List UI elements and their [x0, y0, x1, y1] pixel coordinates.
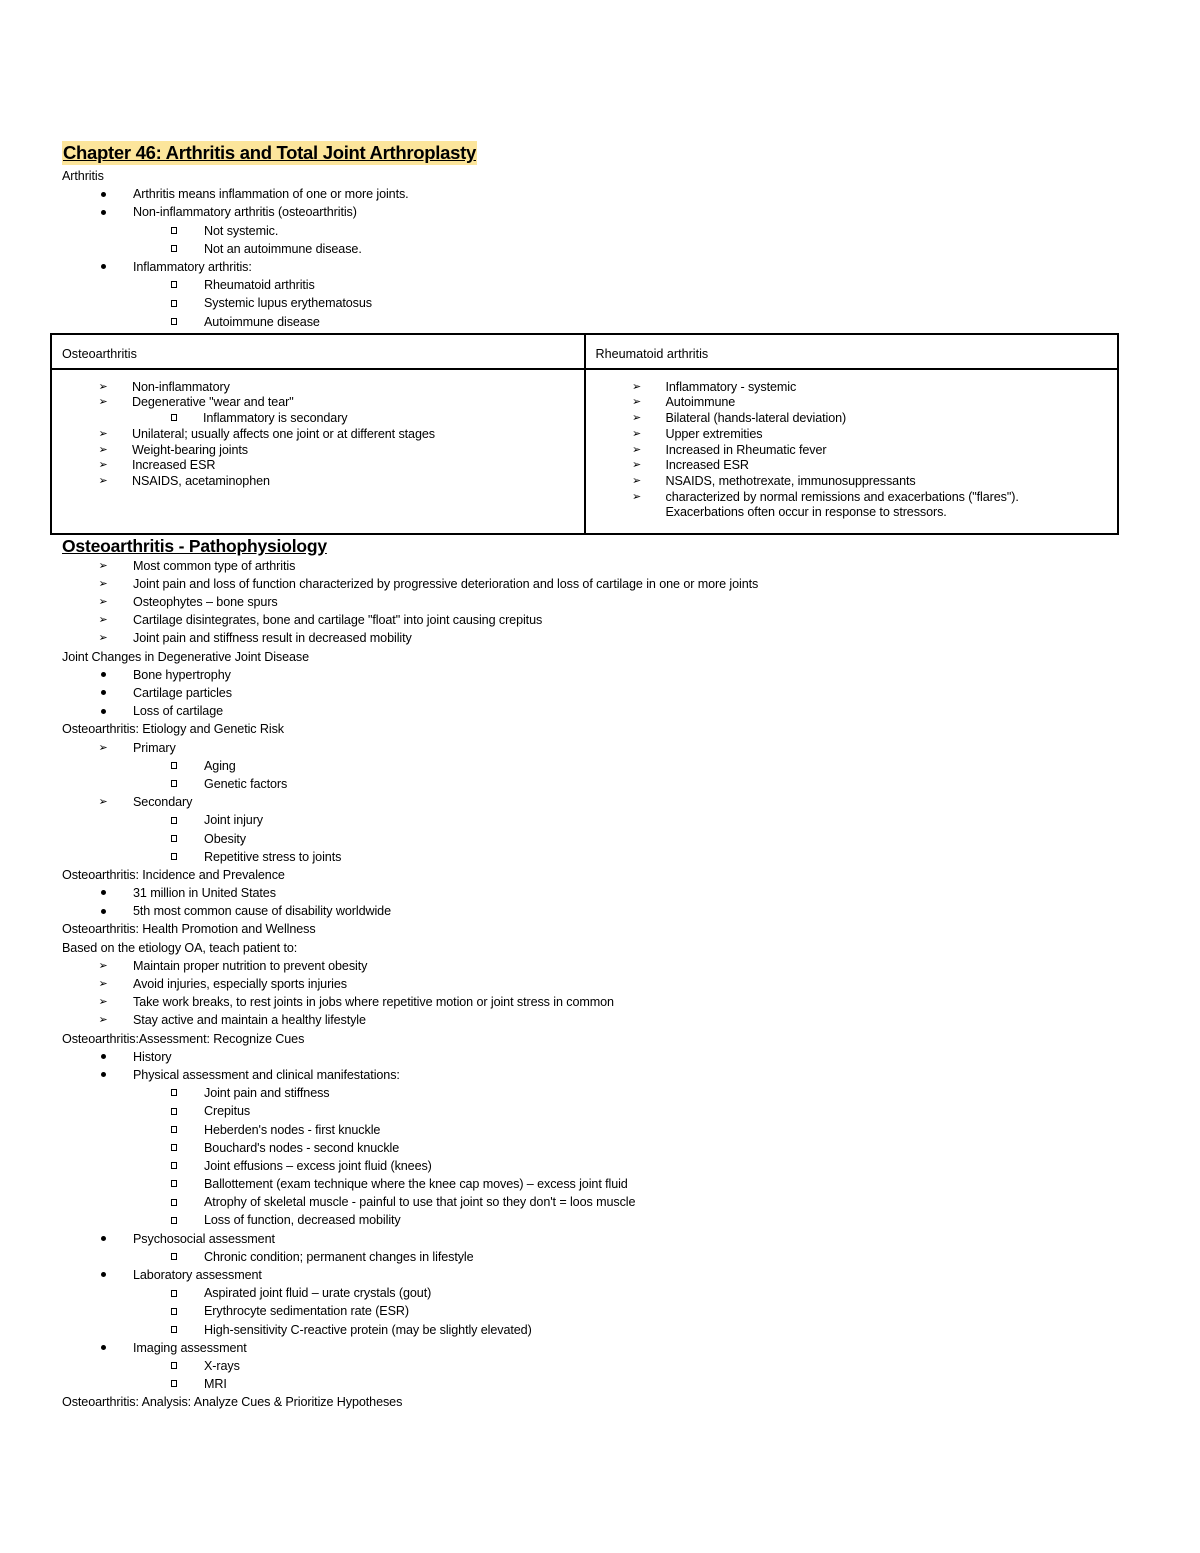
sub-list-item-text: Joint injury [204, 813, 263, 828]
sub-list-item [62, 811, 1142, 829]
list-item [62, 1066, 1142, 1084]
bullet-dot-icon [96, 185, 110, 203]
bullet-square-icon [167, 1175, 181, 1193]
bullet-arrow-icon: ➢ [631, 459, 642, 472]
bullet-arrow-icon: ➢ [631, 412, 642, 425]
etiology-section [62, 720, 1142, 866]
bullet-square-icon [167, 775, 181, 793]
bullet-arrow-icon: ➢ [98, 978, 108, 990]
bullet-square-icon [167, 313, 181, 331]
list-item [62, 557, 1142, 575]
sub-list-item [62, 294, 1142, 312]
bullet-arrow-icon: ➢ [98, 632, 108, 645]
section-subheading: Based on the etiology OA, teach patient to: [62, 940, 298, 955]
list-item [62, 902, 1142, 920]
sub-list-item [62, 1248, 1142, 1266]
bullet-square-icon [167, 1121, 181, 1139]
sub-list-item-text: Systemic lupus erythematosus [204, 296, 372, 311]
bullet-square-icon [167, 1375, 181, 1393]
list-item [62, 1048, 1142, 1066]
bullet-arrow-icon: ➢ [98, 459, 108, 472]
section-heading: Osteoarthritis: Health Promotion and Wellness [62, 922, 316, 937]
sub-list-item [62, 240, 1142, 258]
bullet-square-icon [167, 1302, 181, 1320]
bullet-square-icon [167, 1157, 181, 1175]
bullet-dot-icon [96, 684, 110, 702]
list-item [62, 593, 1142, 611]
sub-list-item-text: Heberden's nodes - first knuckle [204, 1122, 381, 1137]
bullet-square-icon [167, 411, 181, 427]
list-item-text: Cartilage particles [133, 686, 232, 700]
list-item-text: Secondary [133, 795, 193, 810]
sub-list-item [62, 830, 1142, 848]
osteoarthritis-list [52, 370, 584, 498]
sub-list-item-text: Rheumatoid arthritis [204, 278, 315, 293]
sub-list-item [62, 1193, 1142, 1211]
incidence-list [62, 884, 1142, 920]
sub-list-item [62, 222, 1142, 240]
section-heading: Osteoarthritis: Etiology and Genetic Risk [62, 722, 284, 737]
sub-list-item-text: Chronic condition; permanent changes in lifestyle [204, 1249, 474, 1264]
bullet-dot-icon [96, 1066, 110, 1084]
sub-list-item-text: Atrophy of skeletal muscle - painful to use that joint so they don't = loos muscle [204, 1195, 636, 1210]
bullet-square-icon [167, 830, 181, 848]
bullet-arrow-icon: ➢ [98, 443, 108, 456]
list-item [62, 203, 1142, 221]
bullet-dot-icon [96, 1339, 110, 1357]
bullet-dot-icon [96, 702, 110, 720]
list-item-text: Arthritis means inflammation of one or more joints. [133, 187, 409, 202]
sub-list-item [62, 313, 1142, 331]
bullet-square-icon [167, 222, 181, 240]
health-list [62, 957, 1142, 1030]
bullet-square-icon [167, 1193, 181, 1211]
bullet-square-icon [167, 848, 181, 866]
table-list-item-text: Degenerative "wear and tear" [132, 395, 294, 410]
table-list-item-text: Increased in Rheumatic fever [665, 442, 827, 457]
etiology-list [62, 739, 1142, 866]
table-sub-list-item-text: Inflammatory is secondary [203, 411, 348, 426]
table-list-item [586, 443, 1118, 459]
section-heading: Joint Changes in Degenerative Joint Disease [62, 649, 310, 664]
sub-list-item [62, 1211, 1142, 1229]
sub-list-item [62, 1157, 1142, 1175]
joint-changes-section [62, 648, 1142, 721]
sub-list-item-text: Crepitus [204, 1104, 251, 1119]
list-item-text: Primary [133, 740, 176, 755]
table-list-item [52, 380, 584, 396]
list-item [62, 957, 1142, 975]
sub-list-item [62, 1139, 1142, 1157]
bullet-square-icon [167, 1284, 181, 1302]
table-list-item-text: Inflammatory - systemic [665, 379, 797, 394]
list-item-text: Imaging assessment [133, 1340, 247, 1355]
table-list-item [586, 395, 1118, 411]
bullet-arrow-icon: ➢ [98, 380, 108, 393]
list-item [62, 684, 1142, 702]
table-header-osteoarthritis: Osteoarthritis [51, 334, 585, 369]
sub-list-item-text: X-rays [204, 1358, 240, 1373]
table-list-item [586, 458, 1118, 474]
patho-section [62, 536, 1142, 648]
list-item-text: Inflammatory arthritis: [133, 259, 252, 274]
bullet-arrow-icon: ➢ [98, 427, 108, 440]
section-heading: Osteoarthritis - Pathophysiology [62, 535, 327, 556]
bullet-dot-icon [96, 258, 110, 276]
sub-list-item-text: Ballottement (exam technique where the knee cap moves) – excess joint fluid [204, 1177, 628, 1192]
table-list-item-text: Increased ESR [665, 458, 749, 473]
sub-list-item-text: Obesity [204, 831, 246, 846]
section-heading: Osteoarthritis: Incidence and Prevalence [62, 867, 285, 882]
bullet-arrow-icon: ➢ [98, 396, 108, 409]
table-list-item [52, 427, 584, 443]
table-list-item-text: NSAIDS, methotrexate, immunosuppressants [665, 473, 916, 488]
assessment-section [62, 1030, 1142, 1394]
table-list-item-text: Increased ESR [132, 458, 216, 473]
bullet-square-icon [167, 1139, 181, 1157]
table-list-item-text: Autoimmune [665, 395, 736, 410]
sub-list-item [62, 1102, 1142, 1120]
list-item-text: Psychosocial assessment [133, 1231, 275, 1246]
table-list-item [52, 474, 584, 490]
table-list-item [586, 411, 1118, 427]
list-item [62, 258, 1142, 276]
intro-list [62, 185, 1142, 331]
bullet-arrow-icon: ➢ [98, 577, 108, 590]
list-item [62, 629, 1142, 647]
bullet-arrow-icon: ➢ [631, 443, 642, 456]
sub-list-item-text: Erythrocyte sedimentation rate (ESR) [204, 1304, 409, 1319]
table-list-item [52, 443, 584, 459]
sub-list-item [62, 1375, 1142, 1393]
bullet-arrow-icon: ➢ [98, 596, 108, 609]
bullet-dot-icon [96, 203, 110, 221]
bullet-square-icon [167, 811, 181, 829]
bullet-square-icon [167, 294, 181, 312]
sub-list-item [62, 1121, 1142, 1139]
table-list-item [586, 490, 1118, 506]
table-list-item [586, 380, 1118, 396]
sub-list-item [62, 757, 1142, 775]
bullet-dot-icon [96, 666, 110, 684]
bullet-square-icon [167, 1248, 181, 1266]
sub-list-item-text: Loss of function, decreased mobility [204, 1213, 401, 1228]
incidence-section [62, 866, 1142, 921]
bullet-arrow-icon: ➢ [98, 559, 108, 572]
bullet-arrow-icon: ➢ [98, 1014, 108, 1027]
sub-list-item [62, 276, 1142, 294]
analysis-heading: Osteoarthritis: Analysis: Analyze Cues & Prioritize Hypotheses [62, 1395, 403, 1410]
bullet-arrow-icon: ➢ [98, 474, 108, 487]
bullet-square-icon [167, 1357, 181, 1375]
table-list-item-text: Non-inflammatory [132, 379, 230, 394]
list-item [62, 1339, 1142, 1357]
sub-list-item-text: Bouchard's nodes - second knuckle [204, 1140, 400, 1155]
sub-list-item-text: Joint pain and stiffness [204, 1086, 330, 1101]
rheumatoid-cell [585, 369, 1119, 534]
comparison-table [50, 333, 1119, 535]
list-item [62, 611, 1142, 629]
list-item-text: 31 million in United States [133, 886, 276, 901]
osteoarthritis-cell [51, 369, 585, 534]
bullet-arrow-icon: ➢ [98, 996, 108, 1009]
list-item [62, 1230, 1142, 1248]
table-sub-list-item [52, 411, 584, 427]
list-item-text: Maintain proper nutrition to prevent obesity [133, 958, 368, 973]
bullet-arrow-icon: ➢ [631, 490, 642, 503]
joint-changes-list [62, 666, 1142, 721]
list-item-text: Loss of cartilage [133, 704, 224, 719]
sub-list-item-text: Not an autoimmune disease. [204, 241, 362, 256]
table-list-item [586, 427, 1118, 443]
table-list-item-text: Unilateral; usually affects one joint or at different stages [132, 426, 435, 441]
bullet-arrow-icon: ➢ [631, 380, 642, 393]
list-item [62, 975, 1142, 993]
sub-list-item [62, 1284, 1142, 1302]
list-item-text: Osteophytes – bone spurs [133, 595, 278, 610]
list-item-text: Laboratory assessment [133, 1268, 262, 1282]
list-item [62, 884, 1142, 902]
table-list-item-text: Weight-bearing joints [132, 442, 248, 457]
sub-list-item-text: Repetitive stress to joints [204, 849, 342, 864]
bullet-dot-icon [96, 884, 110, 902]
section-heading: Osteoarthritis:Assessment: Recognize Cues [62, 1031, 305, 1046]
bullet-arrow-icon: ➢ [98, 796, 108, 809]
sub-list-item [62, 1302, 1142, 1320]
bullet-dot-icon [96, 1266, 110, 1284]
list-item-text: Non-inflammatory arthritis (osteoarthritis) [133, 205, 357, 220]
table-header-rheumatoid: Rheumatoid arthritis [585, 334, 1119, 369]
list-item-text: History [133, 1049, 172, 1064]
sub-list-item [62, 1357, 1142, 1375]
bullet-arrow-icon: ➢ [98, 614, 108, 627]
sub-list-item [62, 1175, 1142, 1193]
sub-list-item-text: Genetic factors [204, 776, 288, 791]
sub-list-item [62, 1084, 1142, 1102]
patho-list [62, 557, 1142, 648]
sub-list-item-text: Aspirated joint fluid – urate crystals (gout) [204, 1286, 432, 1301]
bullet-square-icon [167, 757, 181, 775]
sub-list-item-text: MRI [204, 1377, 227, 1392]
sub-list-item [62, 775, 1142, 793]
table-list-item [52, 458, 584, 474]
table-list-item [52, 395, 584, 411]
rheumatoid-list [586, 370, 1118, 529]
bullet-square-icon [167, 240, 181, 258]
bullet-arrow-icon: ➢ [98, 741, 108, 754]
table-list-item-text: Bilateral (hands-lateral deviation) [665, 411, 847, 426]
list-item [62, 993, 1142, 1011]
list-item-text: Take work breaks, to rest joints in jobs where repetitive motion or joint stress in common [133, 995, 614, 1010]
intro-section [62, 167, 1142, 331]
list-item [62, 702, 1142, 720]
list-item [62, 185, 1142, 203]
table-list-item-text: characterized by normal remissions and exacerbations ("flares"). [665, 489, 1019, 504]
bullet-square-icon [167, 276, 181, 294]
bullet-square-icon [167, 1321, 181, 1339]
table-list-item-continuation: Exacerbations often occur in response to stressors. [665, 505, 947, 520]
bullet-arrow-icon: ➢ [631, 427, 642, 440]
sub-list-item [62, 1321, 1142, 1339]
list-item-text: Most common type of arthritis [133, 558, 296, 573]
section-heading: Arthritis [62, 169, 104, 183]
sub-list-item [62, 848, 1142, 866]
list-item-text: Avoid injuries, especially sports injuries [133, 977, 347, 991]
list-item [62, 575, 1142, 593]
sub-list-item-text: Not systemic. [204, 223, 279, 238]
list-item [62, 739, 1142, 757]
list-item-text: 5th most common cause of disability worldwide [133, 904, 391, 919]
bullet-square-icon [167, 1084, 181, 1102]
table-list-item-text: NSAIDS, acetaminophen [132, 473, 270, 488]
list-item-text: Joint pain and stiffness result in decreased mobility [133, 631, 412, 646]
assessment-list [62, 1048, 1142, 1394]
sub-list-item-text: Autoimmune disease [204, 314, 320, 329]
bullet-square-icon [167, 1102, 181, 1120]
bullet-square-icon [167, 1211, 181, 1229]
list-item [62, 793, 1142, 811]
page-title: Chapter 46: Arthritis and Total Joint Arthroplasty [63, 142, 476, 163]
bullet-dot-icon [96, 1230, 110, 1248]
list-item [62, 666, 1142, 684]
bullet-dot-icon [96, 1048, 110, 1066]
bullet-dot-icon [96, 902, 110, 920]
health-section [62, 920, 1142, 1029]
bullet-arrow-icon: ➢ [631, 474, 642, 487]
bullet-arrow-icon: ➢ [98, 959, 108, 972]
list-item-text: Bone hypertrophy [133, 667, 231, 682]
list-item [62, 1011, 1142, 1029]
document-page [62, 141, 1142, 1412]
list-item-text: Cartilage disintegrates, bone and cartilage "float" into joint causing crepitus [133, 613, 543, 628]
sub-list-item-text: Joint effusions – excess joint fluid (knees) [204, 1158, 432, 1173]
table-list-item-text: Upper extremities [665, 426, 763, 441]
list-item-text: Physical assessment and clinical manifestations: [133, 1067, 400, 1082]
sub-list-item-text: High-sensitivity C-reactive protein (may be slightly elevated) [204, 1322, 532, 1337]
list-item-text: Joint pain and loss of function characterized by progressive deterioration and loss of cartilage in one or more joints [133, 576, 759, 591]
table-list-item [586, 474, 1118, 490]
bullet-arrow-icon: ➢ [631, 396, 642, 409]
list-item [62, 1266, 1142, 1284]
list-item-text: Stay active and maintain a healthy lifestyle [133, 1013, 366, 1028]
sub-list-item-text: Aging [204, 758, 236, 773]
